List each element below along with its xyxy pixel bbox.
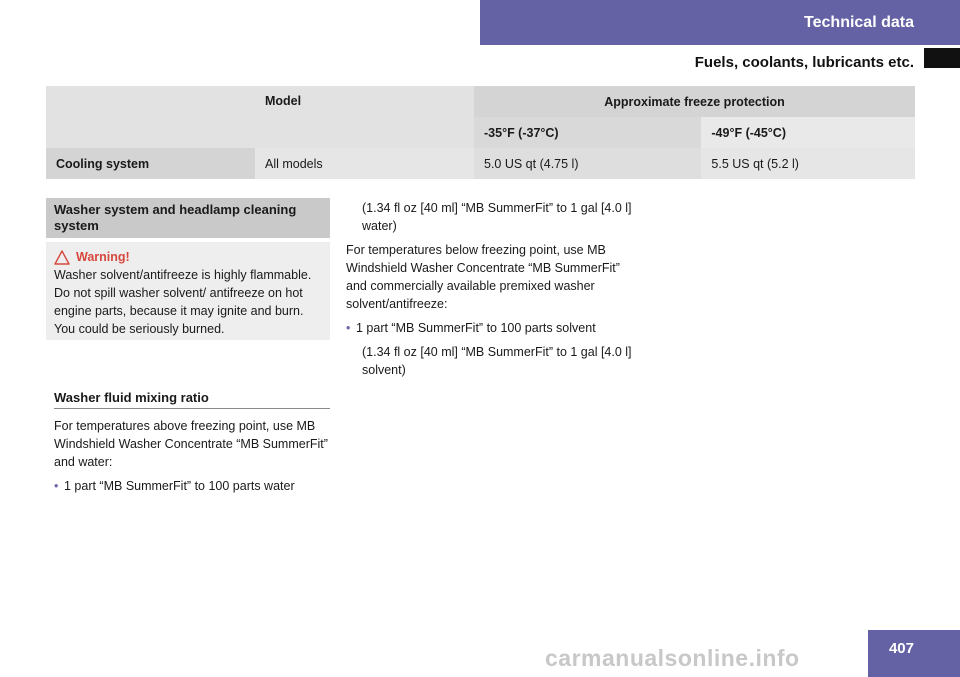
table-row — [46, 148, 915, 179]
warning-header — [54, 248, 322, 266]
table-col-49: -49°F (-45°C) — [701, 117, 915, 148]
header-marker — [924, 48, 960, 68]
washer-heading: Washer system and headlamp cleaning system — [46, 198, 330, 238]
bullet-1-continued: (1.34 fl oz [40 ml] “MB SummerFit” to 1 gal [4.0 l] water) — [362, 201, 632, 233]
mixing-intro: For temperatures above freezing point, use MB Windshield Washer Concentrate “MB SummerFit” and water: — [54, 419, 328, 469]
bullet-icon: • — [54, 479, 59, 493]
table-header-row — [46, 86, 915, 117]
mixing-ratio-heading: Washer fluid mixing ratio — [54, 390, 330, 409]
table-row-value-2: 5.5 US qt (5.2 l) — [701, 148, 915, 179]
table-model-header: Model — [255, 86, 474, 148]
mixing-ratio-continued — [346, 199, 636, 379]
list-item — [54, 477, 334, 495]
watermark-text: carmanualsonline.info — [545, 645, 800, 671]
table-corner-cell — [46, 86, 255, 148]
warning-box — [46, 242, 330, 340]
table-row-label: Cooling system — [46, 148, 255, 179]
bullet-icon: • — [346, 321, 351, 335]
table-row-value-1: 5.0 US qt (4.75 l) — [474, 148, 701, 179]
warning-text: Washer solvent/antifreeze is highly flammable. Do not spill washer solvent/ antifreeze on hot engine parts, because it may ignite and burn. You could be seriously burned. — [54, 268, 312, 336]
header-section-title: Technical data — [804, 13, 914, 31]
coolant-table — [46, 86, 915, 179]
header-section-tab — [480, 0, 960, 45]
mixing-intro-2: For temperatures below freezing point, use MB Windshield Washer Concentrate “MB SummerFit” and commercially available premixed washer solvent/antifreeze: — [346, 243, 620, 311]
bullet-2-text: 1 part “MB SummerFit” to 100 parts solvent — [356, 321, 596, 335]
page-number — [868, 630, 960, 677]
mixing-ratio-text — [54, 417, 334, 495]
table-freeze-header: Approximate freeze protection — [474, 86, 915, 117]
bullet-1-text: 1 part “MB SummerFit” to 100 parts water — [64, 479, 295, 493]
table-row-model: All models — [255, 148, 474, 179]
warning-triangle-icon — [54, 250, 70, 265]
header-subsection-title: Fuels, coolants, lubricants etc. — [694, 54, 914, 71]
table-col-35: -35°F (-37°C) — [474, 117, 701, 148]
list-item — [346, 319, 636, 337]
washer-section — [54, 198, 330, 340]
warning-title: Warning! — [76, 250, 130, 264]
page-number-text: 407 — [888, 640, 914, 657]
bullet-2-continued: (1.34 fl oz [40 ml] “MB SummerFit” to 1 gal [4.0 l] solvent) — [362, 345, 632, 377]
